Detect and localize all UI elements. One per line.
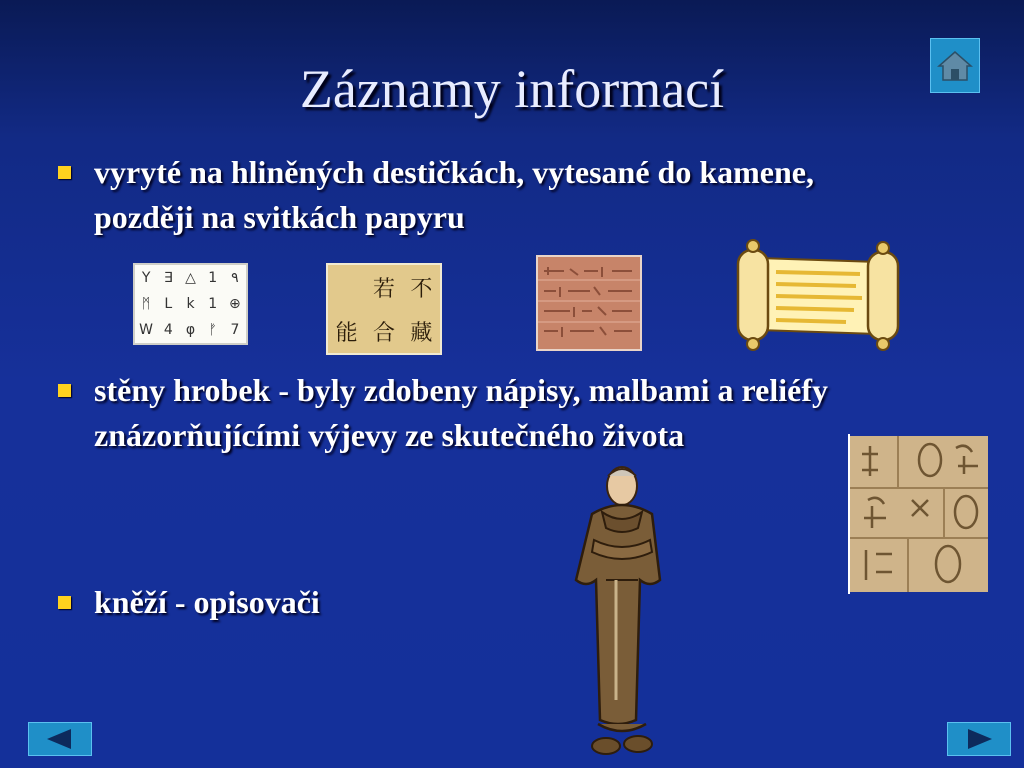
home-icon: [937, 49, 973, 83]
glyph: 藏: [410, 320, 433, 346]
glyph: 能: [335, 320, 358, 346]
hieroglyph-stone-image: [848, 434, 990, 594]
glyph: 1: [208, 296, 218, 312]
glyph: ᛗ: [141, 296, 151, 312]
bullet-text: kněží - opisovači: [94, 584, 320, 620]
home-button[interactable]: [930, 38, 980, 93]
glyph: ⊕: [229, 296, 241, 312]
glyph: ∃: [163, 270, 173, 286]
glyph: ٩: [231, 270, 239, 286]
bullet-marker: [58, 384, 71, 397]
arrow-left-icon: [45, 727, 75, 751]
bullet-marker: [58, 166, 71, 179]
cuneiform-tablet-image: [536, 255, 642, 351]
bullet-clay-tablets: [58, 150, 878, 240]
glyph: W: [139, 322, 154, 338]
glyph: Y: [141, 270, 151, 286]
chinese-characters-image: [326, 263, 442, 355]
glyph: 不: [410, 276, 433, 302]
bullet-marker: [58, 596, 71, 609]
glyph: 合: [372, 320, 395, 346]
previous-slide-button[interactable]: [28, 722, 92, 756]
ancient-script-image: [133, 263, 248, 345]
cuneiform-marks-icon: [538, 257, 640, 349]
glyph: 7: [230, 322, 240, 338]
slide-title: Záznamy informací: [299, 59, 725, 119]
bullet-text: stěny hrobek - byly zdobeny nápisy, malbami a reliéfy znázorňujícími výjevy ze skutečného života: [94, 372, 828, 453]
glyph: 1: [208, 270, 218, 286]
papyrus-scroll-image: [728, 238, 908, 352]
bullet-tomb-walls: [58, 368, 918, 458]
glyph: △: [185, 270, 196, 286]
glyph: k: [186, 296, 195, 312]
next-slide-button[interactable]: [947, 722, 1011, 756]
glyph: 4: [163, 322, 173, 338]
glyph: 若: [372, 276, 395, 302]
arrow-right-icon: [964, 727, 994, 751]
bullet-text: vyryté na hliněných destičkách, vytesané do kamene, později na svitkách papyru: [94, 154, 814, 235]
glyph: L: [164, 296, 173, 312]
glyph: φ: [185, 322, 196, 338]
bullet-priests-copyists: [58, 580, 758, 625]
glyph: ᚠ: [208, 322, 217, 338]
